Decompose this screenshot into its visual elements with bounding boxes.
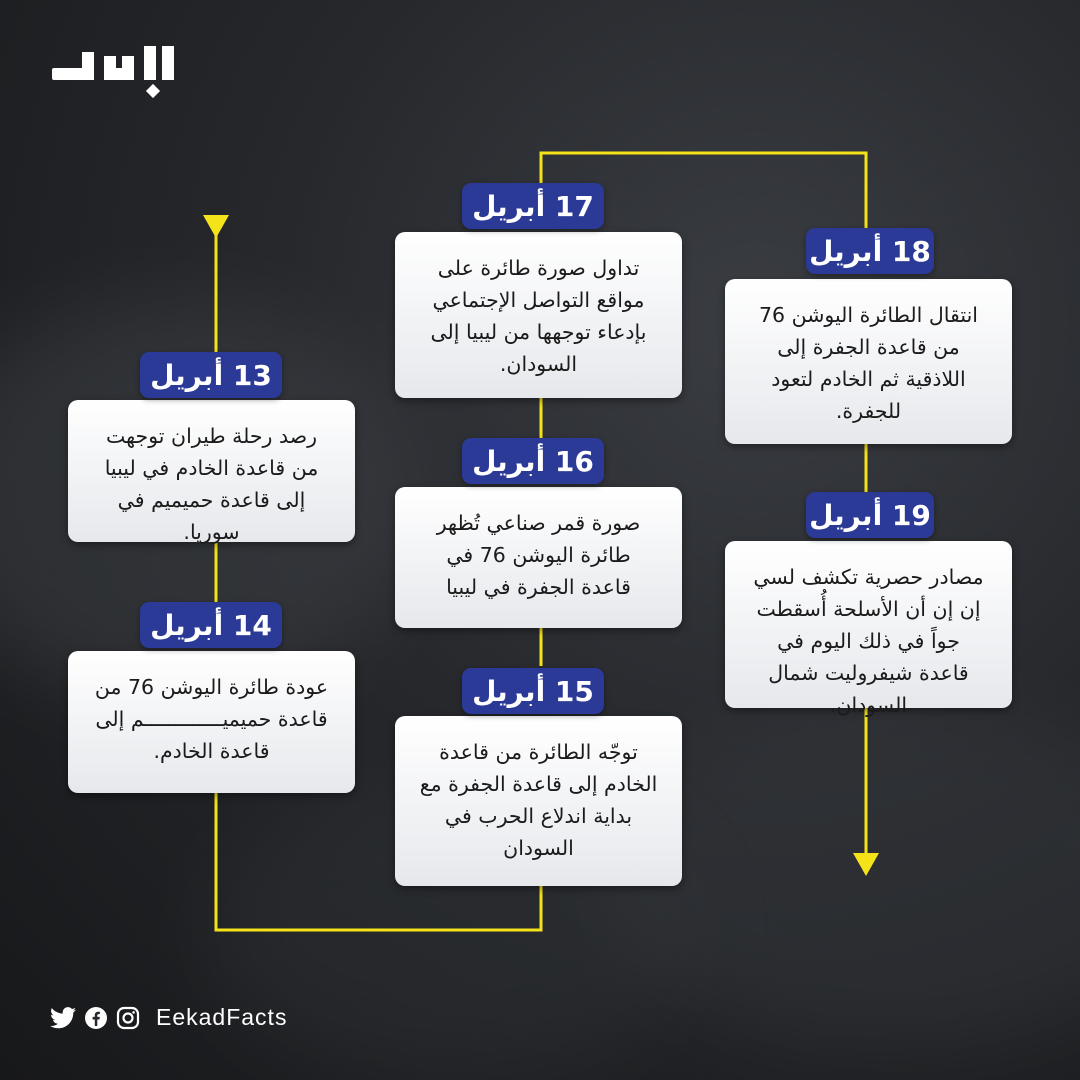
event-card-apr19: مصادر حصرية تكشف لسي إن إن أن الأسلحة أُسقطت جواً في ذلك اليوم في قاعدة شيفروليت شمال السودان.	[725, 541, 1012, 708]
date-badge-apr19: 19 أبريل	[806, 492, 934, 538]
event-card-apr13: رصد رحلة طيران توجهت من قاعدة الخادم في ليبيا إلى قاعدة حميميم في سوريا.	[68, 400, 355, 542]
event-card-apr17: تداول صورة طائرة على مواقع التواصل الإجتماعي بإدعاء توجهها من ليبيا إلى السودان.	[395, 232, 682, 398]
date-badge-apr17: 17 أبريل	[462, 183, 604, 229]
date-badge-apr13: 13 أبريل	[140, 352, 282, 398]
event-card-apr18: انتقال الطائرة اليوشن 76 من قاعدة الجفرة إلى اللاذقية ثم الخادم لتعود للجفرة.	[725, 279, 1012, 444]
facebook-icon[interactable]	[84, 1006, 108, 1030]
instagram-icon[interactable]	[116, 1006, 140, 1030]
social-footer	[50, 1004, 287, 1031]
event-card-apr14: عودة طائرة اليوشن 76 من قاعدة حميميـــــــــــــم إلى قاعدة الخادم.	[68, 651, 355, 793]
date-badge-apr14: 14 أبريل	[140, 602, 282, 648]
date-badge-apr16: 16 أبريل	[462, 438, 604, 484]
date-badge-apr18: 18 أبريل	[806, 228, 934, 274]
social-handle[interactable]: EekadFacts	[156, 1004, 288, 1030]
arrow-down-icon	[853, 853, 879, 876]
twitter-icon[interactable]	[50, 1007, 76, 1029]
date-badge-apr15: 15 أبريل	[462, 668, 604, 714]
event-card-apr15: توجّه الطائرة من قاعدة الخادم إلى قاعدة الجفرة مع بداية اندلاع الحرب في السودان	[395, 716, 682, 886]
arrow-down-icon	[203, 215, 229, 238]
event-card-apr16: صورة قمر صناعي تُظهر طائرة اليوشن 76 في قاعدة الجفرة في ليبيا	[395, 487, 682, 628]
